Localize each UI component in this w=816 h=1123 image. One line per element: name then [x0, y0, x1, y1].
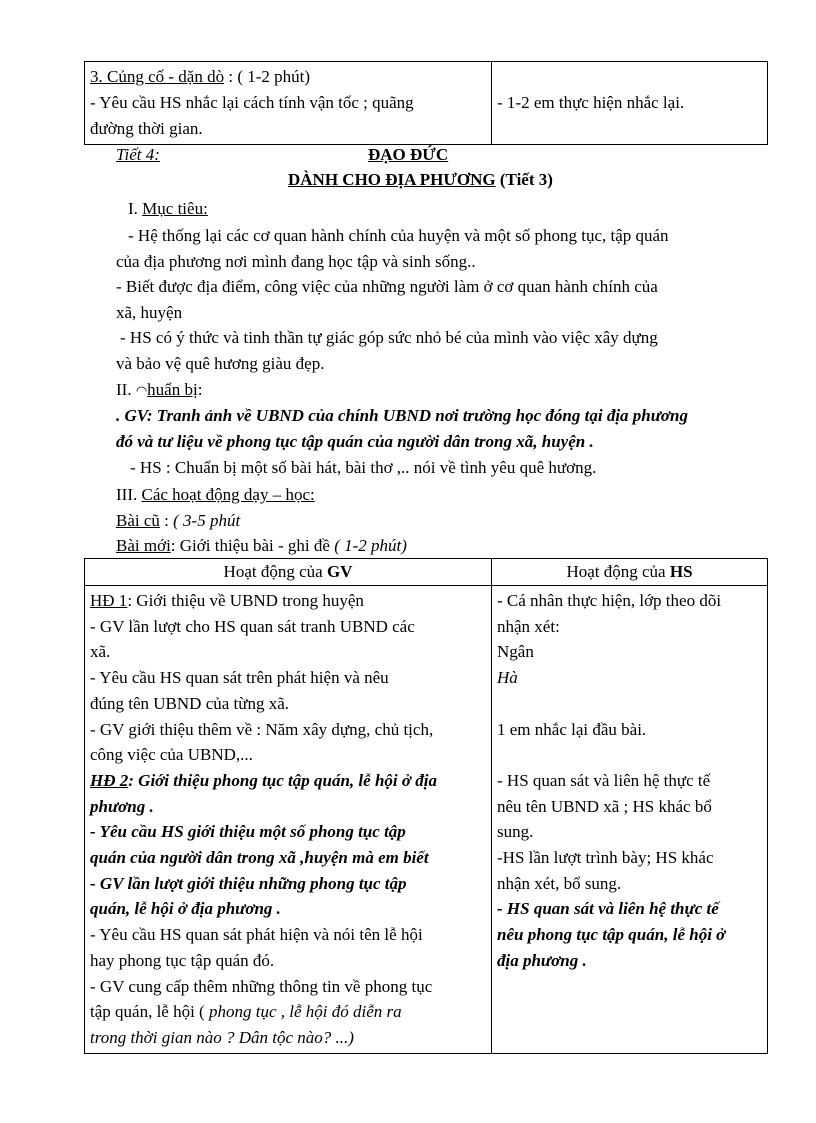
old-lesson-line: Bài cũ : ( 3-5 phút	[116, 511, 241, 530]
preparation-gv-line-2: đó và tư liệu về phong tục tập quán của người dân trong xã, huyện .	[116, 432, 594, 451]
gv-line-8: quán của người dân trong xã ,huyện mà em biết	[90, 848, 429, 868]
hs-line-4: Hà	[497, 668, 518, 688]
hd2-title-2: phương .	[90, 796, 154, 816]
new-lesson-line: Bài mới: Giới thiệu bài - ghi đề ( 1-2 phút)	[116, 536, 407, 555]
hs-line-7: nêu tên UBND xã ; HS khác bổ	[497, 796, 712, 816]
hs-line-2: nhận xét:	[497, 616, 560, 636]
hs-line-1: - Cá nhân thực hiện, lớp theo dõi	[497, 591, 722, 610]
review-student-text: - 1-2 em thực hiện nhắc lại.	[497, 93, 685, 112]
review-line-2: đường thời gian.	[90, 119, 203, 138]
lesson-title: DÀNH CHO ĐỊA PHƯƠNG (Tiết 3)	[288, 170, 553, 189]
objectives-heading: I. Mục tiêu:	[128, 199, 208, 218]
header-hs: Hoạt động của HS	[492, 559, 768, 586]
preparation-hs-line: - HS : Chuẩn bị một số bài hát, bài thơ ,.. nói về tình yêu quê hương.	[130, 458, 597, 477]
review-time: : ( 1-2 phút)	[228, 67, 311, 86]
preparation-gv-line-1: . GV: Tranh ảnh về UBND của chính UBND nơi trường học đóng tại địa phương	[116, 406, 689, 425]
review-line-1: - Yêu cầu HS nhắc lại cách tính vận tốc ; quãng	[90, 93, 414, 112]
gv-line-10: quán, lễ hội ở địa phương .	[90, 899, 281, 919]
preparation-heading: II. ◠huẩn bị:	[116, 380, 203, 399]
objective-line-4: xã, huyện	[116, 303, 183, 322]
activities-heading: III. Các hoạt động dạy – học:	[116, 485, 315, 504]
subject-title: ĐẠO ĐỨC	[368, 145, 449, 164]
period-label: Tiết 4:	[116, 145, 160, 164]
gv-line-15: trong thời gian nào ? Dân tộc nào? ...)	[90, 1027, 354, 1047]
review-heading: 3. Củng cố - dặn dò	[90, 67, 225, 86]
review-table	[84, 61, 768, 145]
review-teacher-cell	[85, 62, 492, 145]
teacher-activities-cell	[85, 586, 492, 1054]
gv-line-4: đúng tên UBND của từng xã.	[90, 693, 290, 713]
hs-line-8: sung.	[497, 822, 534, 842]
activities-table	[84, 558, 768, 1054]
gv-line-13: - GV cung cấp thêm những thông tin về phong tục	[90, 976, 433, 996]
hs-line-3: Ngân	[497, 642, 534, 662]
hs-line-5: 1 em nhắc lại đầu bài.	[497, 719, 647, 739]
gv-line-11: - Yêu cầu HS quan sát phát hiện và nói tên lễ hội	[90, 925, 423, 945]
gv-line-12: hay phong tục tập quán đó.	[90, 950, 275, 970]
hs-line-6: - HS quan sát và liên hệ thực tế	[497, 770, 711, 790]
gv-line-3: - Yêu cầu HS quan sát trên phát hiện và nêu	[90, 668, 389, 688]
hs-line-9: -HS lần lượt trình bày; HS khác	[497, 848, 714, 867]
hs-line-13: địa phương .	[497, 950, 587, 970]
gv-line-7: - Yêu cầu HS giới thiệu một số phong tục tập	[90, 822, 406, 842]
objective-line-2: của địa phương nơi mình đang học tập và sinh sống..	[116, 252, 476, 271]
student-activities-cell	[492, 586, 768, 1054]
gv-line-9: - GV lần lượt giới thiệu những phong tục tập	[90, 873, 407, 893]
objective-line-1: - Hệ thống lại các cơ quan hành chính của huyện và một số phong tục, tập quán	[128, 226, 669, 245]
objective-line-6: và bảo vệ quê hương giàu đẹp.	[116, 354, 325, 373]
hs-line-11: - HS quan sát và liên hệ thực tế	[497, 899, 719, 919]
hd2-title: HĐ 2: Giới thiệu phong tục tập quán, lễ hội ở địa	[90, 770, 437, 790]
gv-line-6: công việc của UBND,...	[90, 745, 253, 765]
objective-line-3: - Biết được địa điểm, công việc của những người làm ở cơ quan hành chính của	[116, 277, 658, 296]
gv-line-2: xã.	[90, 642, 111, 662]
hs-line-12: nêu phong tục tập quán, lễ hội ở	[497, 925, 726, 945]
objective-line-5: - HS có ý thức và tinh thần tự giác góp sức nhỏ bé của mình vào việc xây dựng	[120, 328, 658, 347]
gv-line-5: - GV giới thiệu thêm về : Năm xây dựng, chủ tịch,	[90, 719, 434, 739]
review-student-cell	[492, 62, 768, 145]
header-gv: Hoạt động của GV	[85, 559, 492, 586]
hs-line-10: nhận xét, bổ sung.	[497, 873, 622, 893]
gv-line-1: - GV lần lượt cho HS quan sát tranh UBND các	[90, 616, 415, 636]
gv-line-14: tập quán, lễ hội ( phong tục , lễ hội đó diễn ra	[90, 1002, 402, 1022]
hd1-title: HĐ 1: Giới thiệu về UBND trong huyện	[90, 591, 364, 610]
